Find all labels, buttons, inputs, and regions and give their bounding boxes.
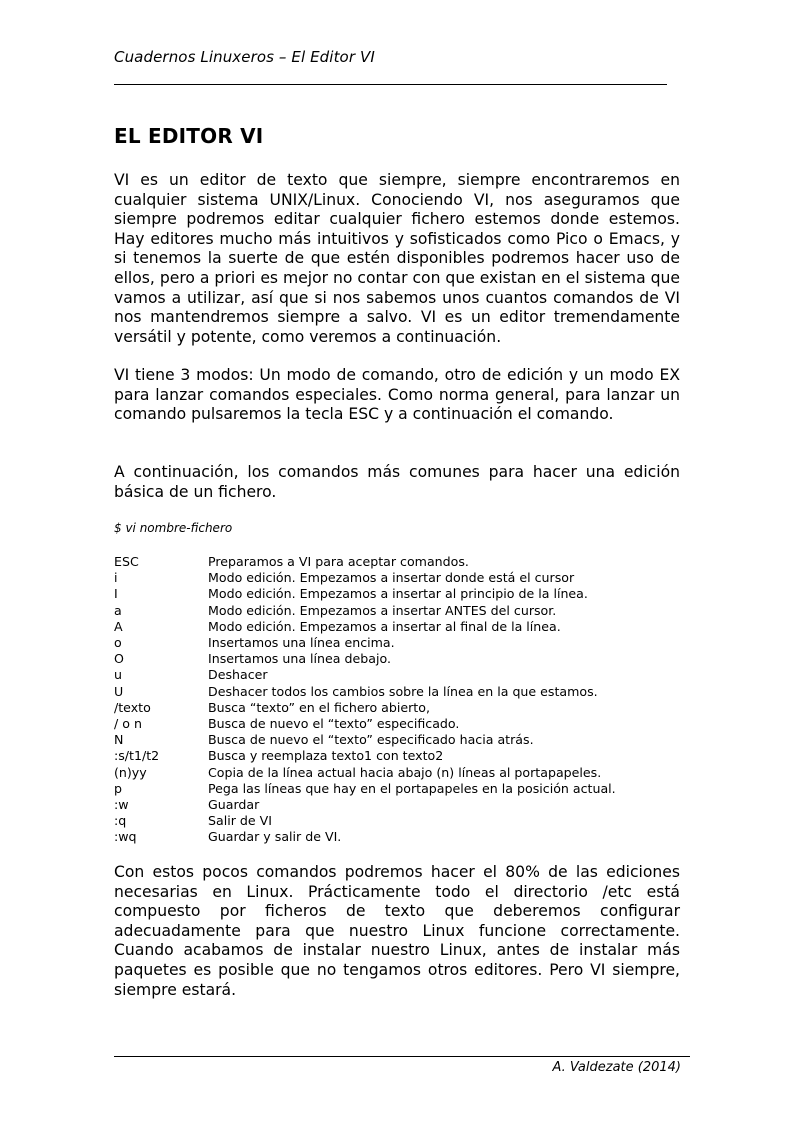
command-description: Guardar xyxy=(208,797,260,813)
command-row xyxy=(114,700,680,716)
command-example: $ vi nombre-fichero xyxy=(114,521,233,535)
command-description: Insertamos una línea debajo. xyxy=(208,651,391,667)
conclusion-paragraph: Con estos pocos comandos podremos hacer el 80% de las ediciones necesarias en Linux. Prácticamente todo el directorio /etc está compuesto por ficheros de texto que deberemos configurar adecuadamente para que nuestro Linux funcione correctamente. Cuando acabamos de instalar nuestro Linux, antes de instalar más paquetes es posible que no tengamos otros editores. Pero VI siempre, siempre estará. xyxy=(114,863,680,999)
command-row xyxy=(114,554,680,570)
command-description: Deshacer todos los cambios sobre la línea en la que estamos. xyxy=(208,683,598,699)
command-key: (n)yy xyxy=(114,764,147,780)
command-description: Guardar y salir de VI. xyxy=(208,829,342,845)
command-description: Salir de VI xyxy=(208,813,272,829)
command-row xyxy=(114,829,680,845)
command-row xyxy=(114,748,680,764)
command-key: :w xyxy=(114,797,129,813)
page-header: Cuadernos Linuxeros – El Editor VI xyxy=(114,48,375,66)
command-description: Modo edición. Empezamos a insertar al final de la línea. xyxy=(208,618,561,634)
command-row xyxy=(114,603,680,619)
commands-table xyxy=(114,554,680,846)
command-description: Insertamos una línea encima. xyxy=(208,635,395,651)
command-key: N xyxy=(114,732,124,748)
command-key: u xyxy=(114,667,122,683)
header-divider xyxy=(114,84,667,85)
intro-paragraph: VI es un editor de texto que siempre, siempre encontraremos en cualquier sistema UNIX/Linux. Conociendo VI, nos aseguramos que siempre podremos editar cualquier fichero estemos donde estemos. Hay editores mucho más intuitivos y sofisticados como Pico o Emacs, y si tenemos la suerte de que estén disponibles podremos hacer uso de ellos, pero a priori es mejor no contar con que existan en el sistema que vamos a utilizar, así que si nos sabemos unos cuantos comandos de VI nos mantendremos siempre a salvo. VI es un editor tremendamente versátil y potente, como veremos a continuación. xyxy=(114,171,680,346)
page-title: EL EDITOR VI xyxy=(114,124,264,148)
command-row xyxy=(114,635,680,651)
command-description: Busca de nuevo el “texto” especificado hacia atrás. xyxy=(208,732,534,748)
command-row xyxy=(114,716,680,732)
commands-intro-paragraph: A continuación, los comandos más comunes para hacer una edición básica de un fichero. xyxy=(114,463,680,501)
command-row xyxy=(114,732,680,748)
page-footer: A. Valdezate (2014) xyxy=(552,1060,681,1075)
command-key: I xyxy=(114,586,118,602)
modes-paragraph: VI tiene 3 modos: Un modo de comando, otro de edición y un modo EX para lanzar comandos especiales. Como norma general, para lanzar un comando pulsaremos la tecla ESC y a continuación el comando. xyxy=(114,366,680,424)
command-description: Pega las líneas que hay en el portapapeles en la posición actual. xyxy=(208,780,616,796)
command-description: Modo edición. Empezamos a insertar al principio de la línea. xyxy=(208,586,588,602)
command-row xyxy=(114,667,680,683)
command-row xyxy=(114,586,680,602)
command-row xyxy=(114,570,680,586)
command-description: Modo edición. Empezamos a insertar ANTES del cursor. xyxy=(208,602,557,618)
command-key: ESC xyxy=(114,554,139,569)
command-row xyxy=(114,781,680,797)
command-key: :q xyxy=(114,813,127,829)
command-row xyxy=(114,813,680,829)
command-key: A xyxy=(114,618,123,634)
command-key: /texto xyxy=(114,699,151,715)
command-key: i xyxy=(114,570,118,586)
command-key: p xyxy=(114,780,122,796)
command-description: Busca de nuevo el “texto” especificado. xyxy=(208,716,460,732)
command-key: :s/t1/t2 xyxy=(114,748,160,764)
command-description: Preparamos a VI para aceptar comandos. xyxy=(208,554,469,569)
command-key: o xyxy=(114,635,122,651)
command-description: Busca “texto” en el fichero abierto, xyxy=(208,699,430,715)
command-description: Deshacer xyxy=(208,667,268,683)
command-description: Copia de la línea actual hacia abajo (n) líneas al portapapeles. xyxy=(208,764,602,780)
command-key: / o n xyxy=(114,716,142,732)
command-description: Modo edición. Empezamos a insertar donde está el cursor xyxy=(208,570,575,586)
footer-divider xyxy=(114,1056,690,1057)
command-row xyxy=(114,797,680,813)
command-row xyxy=(114,651,680,667)
command-key: :wq xyxy=(114,829,137,845)
command-row xyxy=(114,765,680,781)
command-key: U xyxy=(114,683,124,699)
command-description: Busca y reemplaza texto1 con texto2 xyxy=(208,748,444,764)
command-key: a xyxy=(114,602,122,618)
command-row xyxy=(114,684,680,700)
command-key: O xyxy=(114,651,124,667)
command-row xyxy=(114,619,680,635)
